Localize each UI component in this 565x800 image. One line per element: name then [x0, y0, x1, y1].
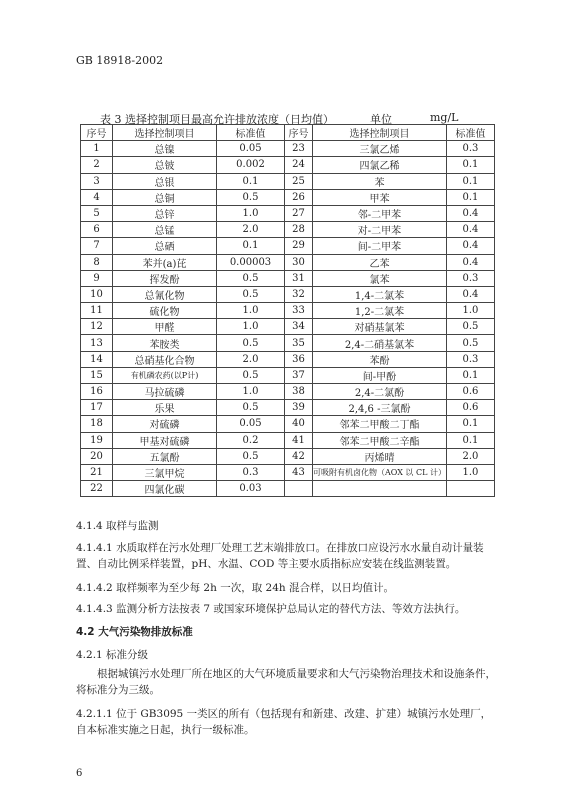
table-cell: 0.1: [446, 173, 494, 189]
table-cell: 24: [285, 157, 313, 173]
table-cell: 43: [285, 464, 313, 480]
table-cell: 间-二甲苯: [313, 238, 447, 254]
table-cell: 对硝基氯苯: [313, 319, 447, 335]
table-cell: 40: [285, 416, 313, 432]
table-cell: 5: [81, 205, 113, 221]
table-cell: 25: [285, 173, 313, 189]
table-row: [81, 157, 495, 173]
table-cell: 总铍: [113, 157, 217, 173]
table-row: [81, 286, 495, 302]
table-cell: 0.6: [446, 384, 494, 400]
table-cell: 2.0: [217, 222, 285, 238]
table-cell: 39: [285, 400, 313, 416]
table-row: [81, 254, 495, 270]
table-cell: 0.4: [446, 205, 494, 221]
table-cell: 1.0: [446, 303, 494, 319]
table-title: 表 3 选择控制项目最高允许排放浓度（日均值）: [100, 113, 334, 126]
table-cell: 22: [81, 481, 113, 497]
table-cell: 0.5: [217, 335, 285, 351]
table-cell: 总银: [113, 173, 217, 189]
table-row: [81, 432, 495, 448]
table-cell: 0.6: [446, 400, 494, 416]
table-cell: 1,2-二氯苯: [313, 303, 447, 319]
table-cell: 2,4,6 -三氯酚: [313, 400, 447, 416]
page-number: 6: [76, 768, 83, 779]
table-cell: 0.1: [217, 238, 285, 254]
table-cell: 0.4: [446, 238, 494, 254]
table-cell: 2: [81, 157, 113, 173]
table-cell: 四氯化碳: [113, 481, 217, 497]
table-row: [81, 141, 495, 157]
table-cell: 23: [285, 141, 313, 157]
header-cell: 序号: [285, 125, 313, 141]
control-items-table: [80, 124, 495, 497]
table-cell: 总铜: [113, 189, 217, 205]
table-cell: 1,4-二氯苯: [313, 286, 447, 302]
table-cell: 总锌: [113, 205, 217, 221]
section-4-2-1-1: 4.2.1.1 位于 GB3095 一类区的所有（包括现有和新建、改建、扩建）城镇污水处理厂，自本标准实施之日起，执行一级标准。: [76, 708, 492, 736]
table-row: [81, 189, 495, 205]
table-cell: 30: [285, 254, 313, 270]
table-row: [81, 335, 495, 351]
table-cell: 21: [81, 464, 113, 480]
table-cell: 0.1: [217, 173, 285, 189]
table-cell: 0.1: [446, 416, 494, 432]
document-header: GB 18918-2002: [76, 54, 164, 67]
table-row: [81, 464, 495, 480]
table-cell: 3: [81, 173, 113, 189]
table-cell: 2.0: [217, 351, 285, 367]
table-cell: 33: [285, 303, 313, 319]
table-cell: 13: [81, 335, 113, 351]
header-cell: 序号: [81, 125, 113, 141]
table-cell: 苯: [313, 173, 447, 189]
header-cell: 标准值: [446, 125, 494, 141]
table-cell: 12: [81, 319, 113, 335]
table-cell: 0.3: [446, 351, 494, 367]
table-cell: 乐果: [113, 400, 217, 416]
section-4-2-heading: 4.2 大气污染物排放标准: [76, 626, 193, 638]
table-cell: 0.5: [217, 286, 285, 302]
table-cell: 0.5: [217, 270, 285, 286]
table-cell: 28: [285, 222, 313, 238]
table-cell: 2,4-二氯酚: [313, 384, 447, 400]
table-cell: 18: [81, 416, 113, 432]
table-cell: 0.5: [446, 319, 494, 335]
table-cell: 0.4: [446, 222, 494, 238]
table-cell: 甲基对硫磷: [113, 432, 217, 448]
section-4-2-1: 4.2.1 标准分级: [76, 649, 149, 661]
section-4-1-4-2: 4.1.4.2 取样频率为至少每 2h 一次，取 24h 混合样，以日均值计。: [76, 582, 394, 594]
table-cell: 0.3: [446, 141, 494, 157]
table-cell: 1.0: [217, 303, 285, 319]
table-cell: 1.0: [217, 384, 285, 400]
table-cell: 苯并(a)芘: [113, 254, 217, 270]
table-cell: 总硒: [113, 238, 217, 254]
table-row: [81, 173, 495, 189]
table-row: [81, 400, 495, 416]
table-cell: 14: [81, 351, 113, 367]
table-cell: 间-甲酚: [313, 367, 447, 383]
table-cell: 20: [81, 448, 113, 464]
table-cell: 35: [285, 335, 313, 351]
table-row: [81, 222, 495, 238]
table-cell: 2,4-二硝基氯苯: [313, 335, 447, 351]
table-cell: 9: [81, 270, 113, 286]
table-cell: [446, 481, 494, 497]
table-cell: 6: [81, 222, 113, 238]
table-cell: 总硝基化合物: [113, 351, 217, 367]
table-cell: 1: [81, 141, 113, 157]
table-cell: 29: [285, 238, 313, 254]
table-cell: 0.3: [217, 464, 285, 480]
table-row: [81, 367, 495, 383]
table-cell: 32: [285, 286, 313, 302]
table-cell: 1.0: [217, 319, 285, 335]
table-cell: 0.1: [446, 157, 494, 173]
table-cell: 38: [285, 384, 313, 400]
unit-value: mg/L: [430, 111, 459, 124]
table-cell: 三氯甲烷: [113, 464, 217, 480]
table-header-row: [81, 125, 495, 141]
table-row: [81, 448, 495, 464]
table-cell: 31: [285, 270, 313, 286]
table-cell: 37: [285, 367, 313, 383]
table-cell: 0.1: [446, 189, 494, 205]
table-cell: 可吸附有机卤化物（AOX 以 CL 计）: [313, 464, 447, 480]
header-cell: 选择控制项目: [113, 125, 217, 141]
table-cell: 邻-二甲苯: [313, 205, 447, 221]
table-cell: 8: [81, 254, 113, 270]
table-cell: 甲醛: [113, 319, 217, 335]
table-cell: 对硫磷: [113, 416, 217, 432]
table-cell: 0.05: [217, 416, 285, 432]
table-row: [81, 205, 495, 221]
table-cell: 1.0: [217, 205, 285, 221]
table-row: [81, 351, 495, 367]
table-cell: 42: [285, 448, 313, 464]
table-cell: 乙苯: [313, 254, 447, 270]
unit-label: 单位: [370, 113, 392, 126]
table-cell: 34: [285, 319, 313, 335]
table-cell: 总锰: [113, 222, 217, 238]
table-cell: [285, 481, 313, 497]
table-row: [81, 416, 495, 432]
table-cell: 苯胺类: [113, 335, 217, 351]
table-cell: 0.5: [217, 400, 285, 416]
table-row: [81, 319, 495, 335]
table-cell: [313, 481, 447, 497]
section-4-1-4-3: 4.1.4.3 监测分析方法按表 7 或国家环境保护总局认定的替代方法、等效方法执行。: [76, 603, 466, 615]
table-row: [81, 270, 495, 286]
table-cell: 三氯乙烯: [313, 141, 447, 157]
table-cell: 0.4: [446, 254, 494, 270]
table-cell: 36: [285, 351, 313, 367]
table-cell: 19: [81, 432, 113, 448]
table-cell: 马拉硫磷: [113, 384, 217, 400]
table-cell: 2.0: [446, 448, 494, 464]
table-cell: 总镍: [113, 141, 217, 157]
table-row: [81, 384, 495, 400]
table-cell: 丙烯晴: [313, 448, 447, 464]
table-cell: 0.5: [217, 189, 285, 205]
table-cell: 0.03: [217, 481, 285, 497]
table-cell: 邻苯二甲酸二辛酯: [313, 432, 447, 448]
table-cell: 甲苯: [313, 189, 447, 205]
table-cell: 7: [81, 238, 113, 254]
table-cell: 总氰化物: [113, 286, 217, 302]
table-cell: 0.002: [217, 157, 285, 173]
table-cell: 0.2: [217, 432, 285, 448]
table-cell: 氯苯: [313, 270, 447, 286]
section-4-1-4-1: 4.1.4.1 水质取样在污水处理厂处理工艺末端排放口。在排放口应设污水水量自动计量装置、自动比例采样装置，pH、水温、COD 等主要水质指标应安装在线监测装置。: [76, 542, 484, 570]
table-cell: 苯酚: [313, 351, 447, 367]
table-cell: 1.0: [446, 464, 494, 480]
header-cell: 选择控制项目: [313, 125, 447, 141]
table-cell: 硫化物: [113, 303, 217, 319]
table-cell: 四氯乙稀: [313, 157, 447, 173]
table-cell: 27: [285, 205, 313, 221]
table-cell: 17: [81, 400, 113, 416]
section-4-1-4: 4.1.4 取样与监测: [76, 520, 159, 532]
table-cell: 0.5: [217, 367, 285, 383]
table-cell: 0.00003: [217, 254, 285, 270]
table-cell: 15: [81, 367, 113, 383]
table-cell: 五氯酚: [113, 448, 217, 464]
table-cell: 0.3: [446, 270, 494, 286]
table-cell: 41: [285, 432, 313, 448]
header-cell: 标准值: [217, 125, 285, 141]
table-cell: 16: [81, 384, 113, 400]
table-cell: 邻苯二甲酸二丁酯: [313, 416, 447, 432]
table-row: [81, 238, 495, 254]
section-4-2-1-body: 根据城镇污水处理厂所在地区的大气环境质量要求和大气污染物治理技术和设施条件，将标准分为三级。: [76, 668, 496, 696]
table-row: [81, 303, 495, 319]
table-cell: 10: [81, 286, 113, 302]
table-cell: 有机磷农药(以P计): [113, 367, 217, 383]
table-cell: 0.4: [446, 286, 494, 302]
table-cell: 4: [81, 189, 113, 205]
table-cell: 11: [81, 303, 113, 319]
table-cell: 0.5: [446, 335, 494, 351]
table-cell: 挥发酚: [113, 270, 217, 286]
table-cell: 0.5: [217, 448, 285, 464]
table-cell: 0.1: [446, 367, 494, 383]
table-cell: 0.1: [446, 432, 494, 448]
table-cell: 0.05: [217, 141, 285, 157]
table-cell: 26: [285, 189, 313, 205]
table-row: [81, 481, 495, 497]
table-cell: 对-二甲苯: [313, 222, 447, 238]
